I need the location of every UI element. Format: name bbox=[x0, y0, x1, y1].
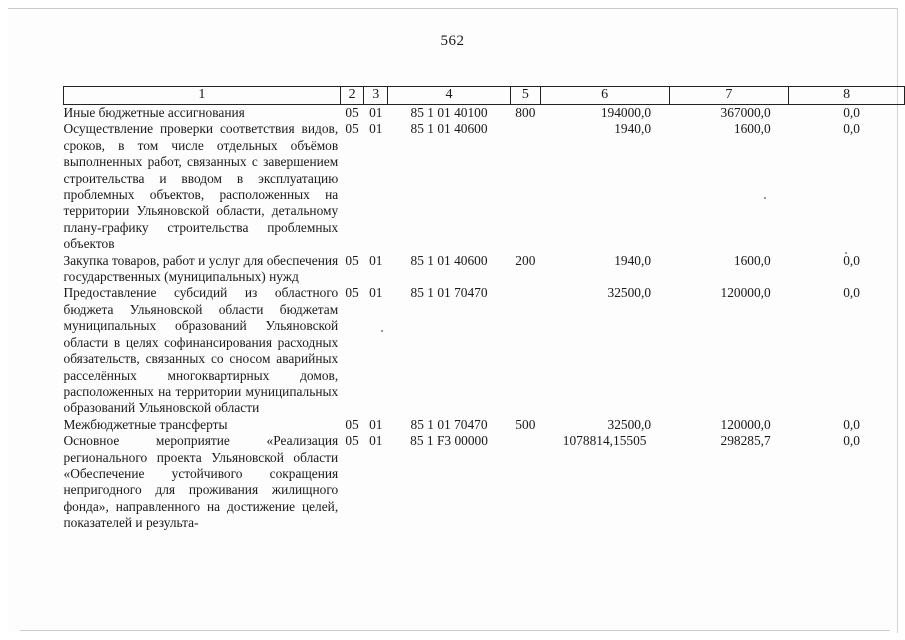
amount-col-6: 32500,0 bbox=[607, 416, 652, 432]
amount-col-6: 1078814,15505 bbox=[562, 433, 647, 449]
row-name: Закупка товаров, работ и услуг для обеспечения государственных (муниципальных) нужд bbox=[63, 252, 339, 285]
amount-col-6: 194000,0 bbox=[600, 105, 652, 120]
subsection-code: 01 bbox=[369, 121, 383, 137]
column-header: 5 bbox=[510, 87, 540, 105]
amount-col-7: 298285,7 bbox=[720, 433, 771, 449]
row-name: Межбюджетные трансферты bbox=[63, 416, 228, 432]
column-header: 2 bbox=[340, 87, 364, 105]
amount-col-8: 0,0 bbox=[843, 285, 860, 301]
row-name: Осуществление проверки соответствия видов, сроков, в том числе отдельных объёмов выполненных работ, связанных с завершением строительства и вводом в эксплуатацию проблемных объектов, расположенных на территории Ульяновской области, детальному плану-графику строительства проблемных объектов bbox=[63, 121, 339, 252]
amount-col-6: 1940,0 bbox=[614, 252, 652, 268]
expense-type-code bbox=[510, 433, 540, 531]
target-code: 85 1 01 70470 bbox=[410, 285, 488, 301]
section-code: 05 bbox=[345, 252, 359, 268]
section-code: 05 bbox=[345, 416, 359, 432]
amount-col-8: 0,0 bbox=[843, 252, 860, 268]
subsection-code: 01 bbox=[369, 252, 383, 268]
table-row bbox=[64, 285, 905, 416]
section-code: 05 bbox=[345, 105, 359, 120]
amount-col-8: 0,0 bbox=[843, 416, 860, 432]
amount-col-7: 120000,0 bbox=[720, 416, 771, 432]
amount-col-7: 367000,0 bbox=[720, 105, 771, 120]
target-code: 85 1 01 40600 bbox=[410, 121, 488, 137]
amount-col-8: 0,0 bbox=[843, 121, 860, 137]
column-header: 3 bbox=[364, 87, 388, 105]
target-code: 85 1 F3 00000 bbox=[410, 433, 488, 449]
column-header: 7 bbox=[669, 87, 789, 105]
section-code: 05 bbox=[345, 433, 359, 449]
budget-table bbox=[63, 86, 905, 532]
target-code: 85 1 01 40600 bbox=[410, 252, 488, 268]
column-header: 6 bbox=[540, 87, 669, 105]
subsection-code: 01 bbox=[369, 433, 383, 449]
target-code: 85 1 01 40100 bbox=[410, 105, 488, 120]
column-header: 4 bbox=[388, 87, 511, 105]
row-name: Предоставление субсидий из областного бюджета Ульяновской области бюджетам муниципальных образований Ульяновской области в целях софинансирования расходных обязательств, связанных со сносом аварийных расселённых многоквартирных домов, расположенных на территории муниципальных образований Ульяновской области bbox=[63, 285, 339, 416]
expense-type-code bbox=[510, 285, 540, 416]
amount-col-8: 0,0 bbox=[843, 105, 860, 120]
table-row bbox=[64, 121, 905, 252]
scan-edge-bottom bbox=[20, 630, 890, 631]
amount-col-8: 0,0 bbox=[843, 433, 860, 449]
subsection-code: 01 bbox=[369, 416, 383, 432]
page-number: 562 bbox=[440, 33, 465, 49]
section-code: 05 bbox=[345, 285, 359, 301]
amount-col-6: 32500,0 bbox=[607, 285, 652, 301]
expense-type-code: 200 bbox=[515, 252, 536, 268]
amount-col-7: 1600,0 bbox=[733, 252, 771, 268]
table-row bbox=[64, 417, 905, 433]
table-header-row bbox=[64, 87, 905, 105]
subsection-code: 01 bbox=[369, 105, 383, 120]
amount-col-7: 1600,0 bbox=[733, 121, 771, 137]
amount-col-7: 120000,0 bbox=[720, 285, 771, 301]
expense-type-code: 500 bbox=[515, 416, 536, 432]
row-name: Иные бюджетные ассигнования bbox=[63, 105, 245, 120]
target-code: 85 1 01 70470 bbox=[410, 416, 488, 432]
table-row bbox=[64, 253, 905, 286]
row-name: Основное мероприятие «Реализация регионального проекта Ульяновской области «Обеспечение устойчивого сокращения непригодного для проживания жилищного фонда», направленного на достижение целей, показателей и результа- bbox=[63, 433, 339, 531]
table-row bbox=[64, 105, 905, 122]
subsection-code: 01 bbox=[369, 285, 383, 301]
expense-type-code bbox=[510, 121, 540, 252]
section-code: 05 bbox=[345, 121, 359, 137]
column-header: 1 bbox=[64, 87, 341, 105]
expense-type-code: 800 bbox=[515, 105, 536, 120]
table-row bbox=[64, 433, 905, 531]
amount-col-6: 1940,0 bbox=[614, 121, 652, 137]
column-header: 8 bbox=[789, 87, 905, 105]
